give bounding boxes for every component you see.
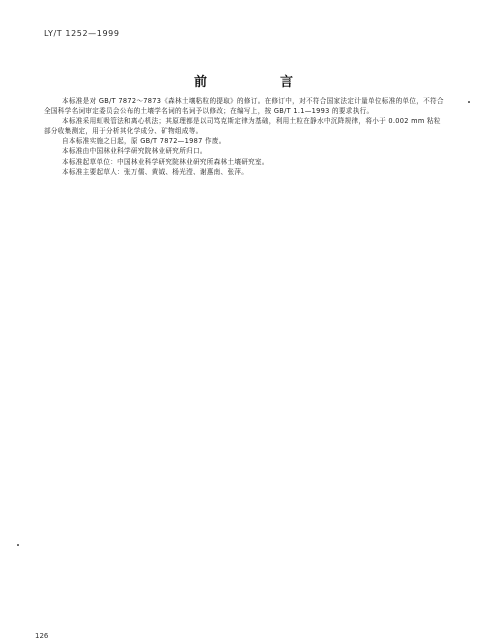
paragraph-supersede: 自本标准实施之日起，原 GB/T 7872—1987 作废。 — [62, 137, 226, 146]
page-number: 126 — [35, 632, 49, 640]
paragraph-administered-by: 本标准由中国林业科学研究院林业研究所归口。 — [62, 147, 207, 156]
scan-speck — [17, 544, 19, 546]
scan-speck — [468, 101, 470, 103]
standard-code: LY/T 1252—1999 — [44, 29, 120, 38]
paragraph-method: 本标准采用虹吸管法和离心机法；其原理都是以司笃克斯定律为基础，利用土粒在静水中沉降规律，将小于 0.002 mm 粘粒部分收集测定，用于分析其化学成分、矿物组成等。 — [44, 117, 441, 136]
paragraph-drafters: 本标准主要起草人：张万儒、黄钺、杨光滢、谢惠南、张萍。 — [62, 167, 249, 176]
paragraph-revision: 本标准是对 GB/T 7872～7873《森林土壤粘粒的提取》的修订。在修订中，对不符合国家法定计量单位标准的单位，不符合全国科学名词审定委员会公布的土壤学名词的名词予以修改；在编写上，按 GB/T 1.1—1993 的要求执行。 — [44, 97, 444, 116]
page-title: 前 言 — [193, 75, 323, 90]
paragraph-drafting-unit: 本标准起草单位：中国林业科学研究院林业研究所森林土壤研究室。 — [62, 157, 269, 166]
foreword-body — [44, 96, 444, 177]
